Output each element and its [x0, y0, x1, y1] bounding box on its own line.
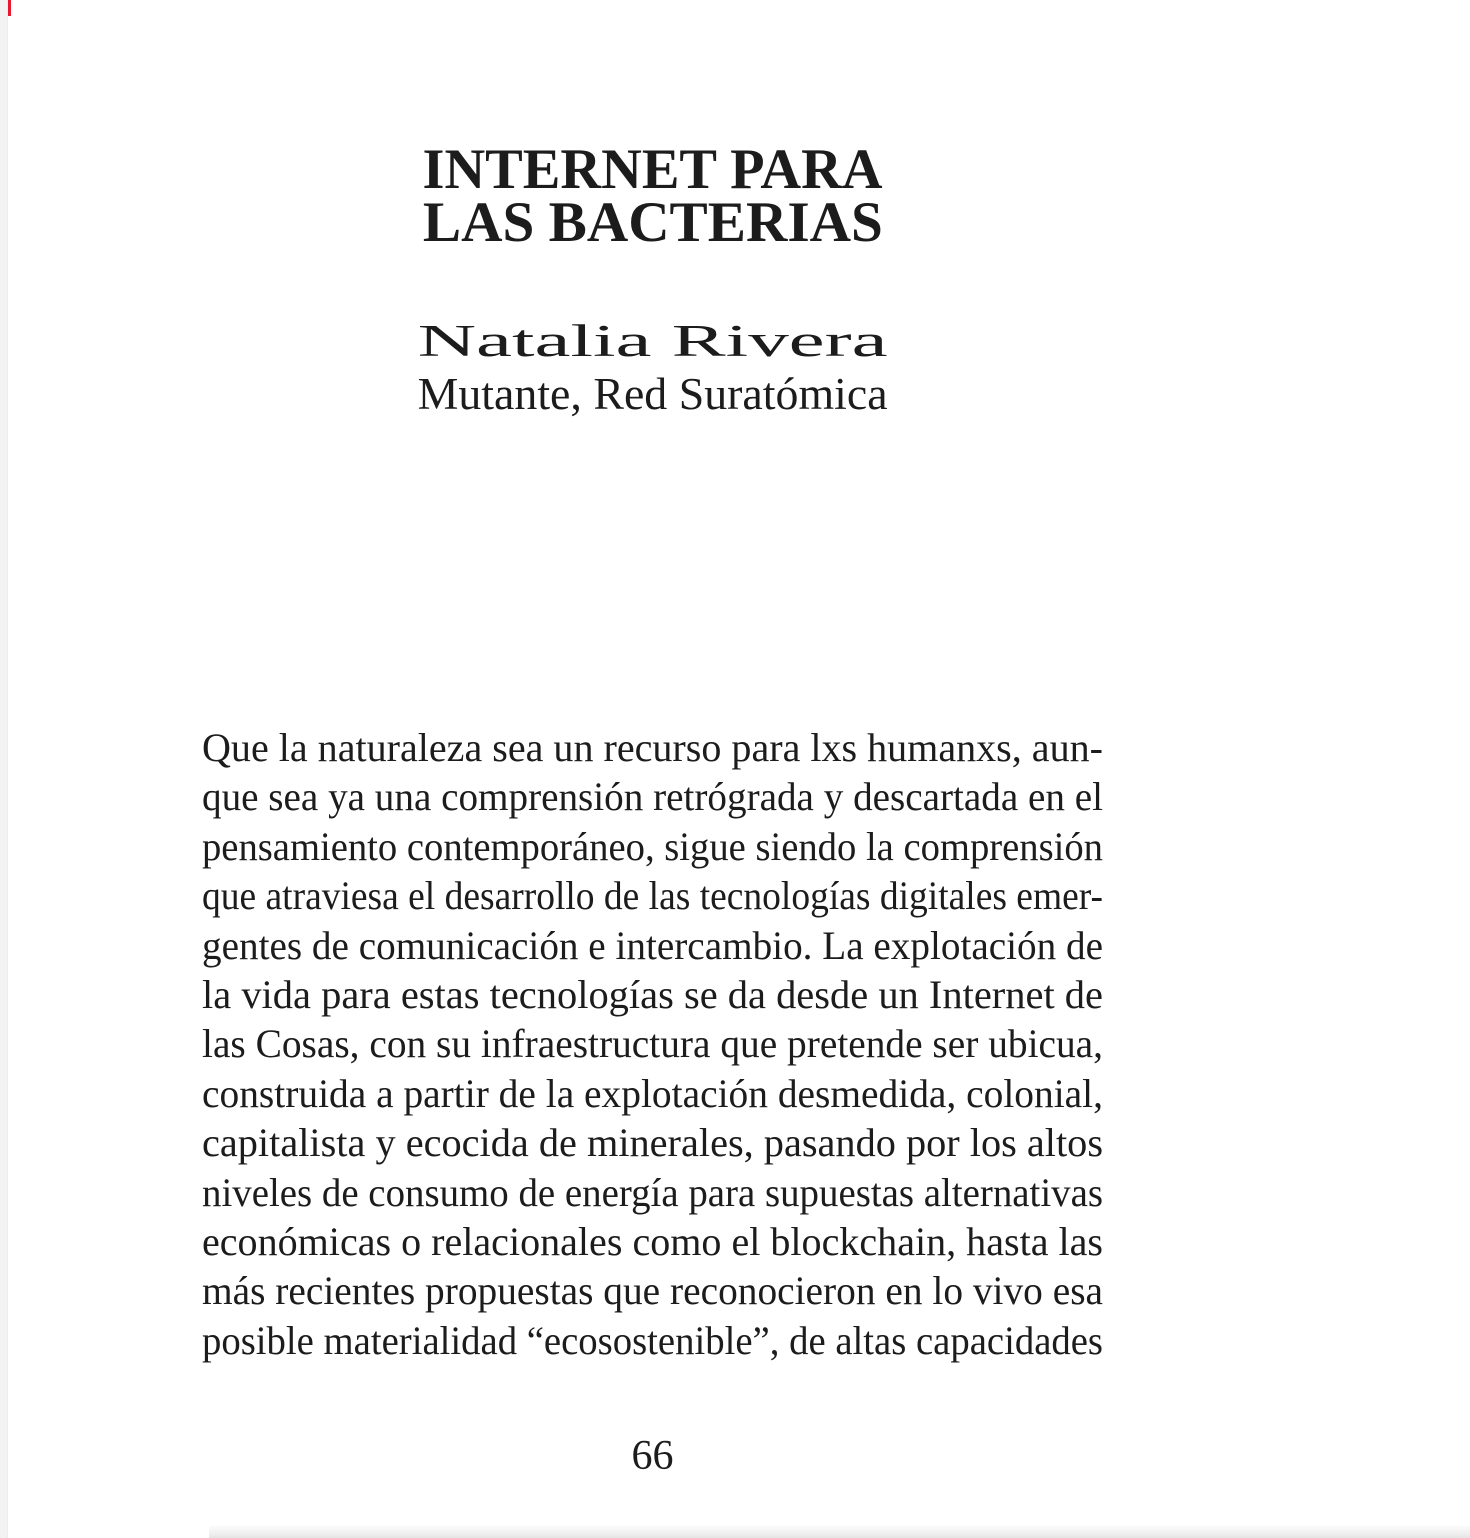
- body-text-line: la vida para estas tecnologías se da desde un Internet de: [202, 972, 1103, 1018]
- body-text-line: construida a partir de la explotación desmedida, colonial,: [202, 1070, 1103, 1116]
- body-text-line: económicas o relacionales como el blockchain, hasta las: [202, 1219, 1103, 1265]
- body-text-line: gentes de comunicación e intercambio. La explotación de: [202, 922, 1103, 968]
- article-title: [202, 138, 1103, 255]
- title-line: LAS BACTERIAS: [422, 191, 883, 255]
- red-marker: [8, 0, 11, 16]
- body-text-line: posible materialidad “ecosostenible”, de altas capacidades: [202, 1317, 1103, 1363]
- body-text-line: pensamiento contemporáneo, sigue siendo la comprensión: [202, 823, 1103, 869]
- body-text-line: más recientes propuestas que reconocieron en lo vivo esa: [202, 1268, 1103, 1314]
- body-text-line: que atraviesa el desarrollo de las tecnologías digitales emer-: [202, 873, 1103, 919]
- author-line: Natalia Rivera: [417, 316, 888, 366]
- body-text-line: Que la naturaleza sea un recurso para lxs humanxs, aun-: [202, 725, 1103, 770]
- author-line: Mutante, Red Suratómica: [417, 369, 888, 419]
- body-text-line: niveles de consumo de energía para supuestas alternativas: [202, 1169, 1103, 1215]
- article-body: [202, 723, 1103, 1365]
- body-text-line: capitalista y ecocida de minerales, pasando por los altos: [202, 1120, 1103, 1166]
- body-text-line: que sea ya una comprensión retrógrada y descartada en el: [202, 774, 1103, 820]
- page-number: 66: [631, 1433, 674, 1479]
- viewer-left-edge: [0, 0, 8, 1538]
- next-page-top-edge: [209, 1526, 1470, 1538]
- author-block: [202, 315, 1103, 421]
- title-line: INTERNET PARA: [422, 138, 883, 202]
- body-text-line: las Cosas, con su infraestructura que pretende ser ubicua,: [202, 1021, 1103, 1067]
